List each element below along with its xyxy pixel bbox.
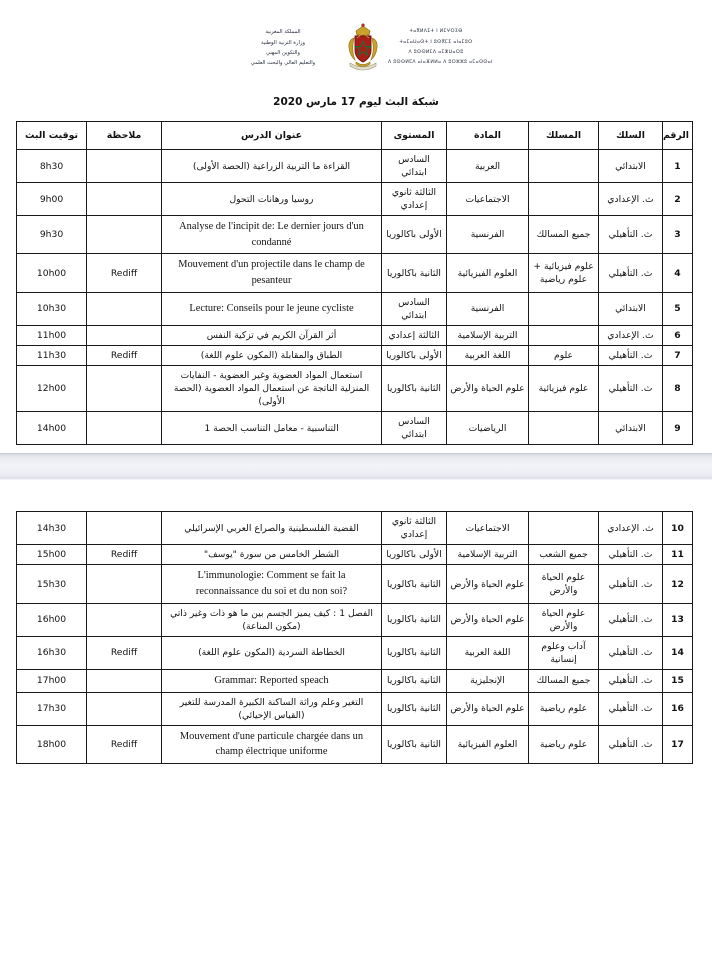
cell-lesson-title: القراءة ما التربية الزراعية (الحصة الأولى): [162, 150, 382, 183]
cell-subject: الرياضيات: [447, 412, 529, 445]
schedule-body-page2: [17, 512, 693, 764]
cell-row-number: 6: [663, 325, 693, 345]
cell-note: [87, 692, 162, 725]
cell-note: [87, 669, 162, 692]
table-header-row: [17, 122, 693, 150]
cell-note: [87, 216, 162, 254]
cell-lesson-title: Mouvement d'une particule chargée dans un champ électrique uniforme: [162, 725, 382, 763]
cell-cycle: ث. التأهيلي: [599, 216, 663, 254]
cell-track: علوم الحياة والأرض: [529, 565, 599, 603]
cell-broadcast-time: 17h30: [17, 692, 87, 725]
cell-broadcast-time: 14h00: [17, 412, 87, 445]
cell-level: الثانية باكالوريا: [382, 669, 447, 692]
table-row: [17, 254, 693, 292]
cell-broadcast-time: 15h30: [17, 565, 87, 603]
cell-track: علوم: [529, 345, 599, 365]
cell-cycle: ث. التأهيلي: [599, 365, 663, 411]
cell-subject: علوم الحياة والأرض: [447, 603, 529, 636]
cell-track: [529, 183, 599, 216]
schedule-table-1-container: [0, 121, 712, 445]
table-row: [17, 183, 693, 216]
cell-lesson-title: التناسبية - معامل التناسب الحصة 1: [162, 412, 382, 445]
table-row: [17, 669, 693, 692]
cell-level: الثالثة ثانوي إعدادي: [382, 183, 447, 216]
cell-note: [87, 365, 162, 411]
tifinagh-line-4: ⴷ ⵓⵙⵙⵍⵎⴷ ⴰⵏⴰⴼⵍⵍⴰ ⴷ ⵓⵔⵣⵣⵓ ⴰⵎⴰⵙⵙⴰⵏ: [388, 60, 493, 66]
cell-row-number: 4: [663, 254, 693, 292]
cell-row-number: 8: [663, 365, 693, 411]
arabic-line-4: والتعليم العالي والبحث العلمي: [250, 60, 316, 67]
cell-note: Rediff: [87, 345, 162, 365]
arabic-line-2: وزارة التربية الوطنية: [261, 39, 305, 46]
document-page-2: [0, 493, 712, 764]
cell-cycle: ث. التأهيلي: [599, 603, 663, 636]
table-row: [17, 545, 693, 565]
page2-top-spacer: [0, 493, 712, 511]
cell-track: [529, 512, 599, 545]
cell-cycle: ث. التأهيلي: [599, 254, 663, 292]
table-row: [17, 325, 693, 345]
cell-note: [87, 512, 162, 545]
cell-track: علوم فيزيائية + علوم رياضية: [529, 254, 599, 292]
cell-lesson-title: الخطاطة السردية (المكون علوم اللغة): [162, 636, 382, 669]
cell-broadcast-time: 9h30: [17, 216, 87, 254]
cell-subject: علوم الحياة والأرض: [447, 365, 529, 411]
column-header-mas: المسلك: [529, 122, 599, 150]
cell-lesson-title: L'immunologie: Comment se fait la reconnaissance du soi et du non soi?: [162, 565, 382, 603]
cell-cycle: ث. التأهيلي: [599, 692, 663, 725]
cell-broadcast-time: 16h00: [17, 603, 87, 636]
cell-lesson-title: التغير وعلم وراثة الساكنة الكبيرة المدرسة للتغير (القياس الإحيائي): [162, 692, 382, 725]
table-row: [17, 725, 693, 763]
cell-track: جميع المسالك: [529, 216, 599, 254]
cell-broadcast-time: 10h00: [17, 254, 87, 292]
schedule-body-page1: [17, 150, 693, 445]
cell-note: Rediff: [87, 545, 162, 565]
table-row: [17, 365, 693, 411]
cell-track: آداب وعلوم إنسانية: [529, 636, 599, 669]
table-row: [17, 565, 693, 603]
cell-broadcast-time: 14h30: [17, 512, 87, 545]
cell-note: [87, 412, 162, 445]
cell-row-number: 7: [663, 345, 693, 365]
cell-row-number: 2: [663, 183, 693, 216]
cell-broadcast-time: 16h30: [17, 636, 87, 669]
cell-broadcast-time: 8h30: [17, 150, 87, 183]
cell-cycle: ث. التأهيلي: [599, 669, 663, 692]
cell-broadcast-time: 10h30: [17, 292, 87, 325]
page-separator: [0, 445, 712, 493]
cell-lesson-title: Grammar: Reported speach: [162, 669, 382, 692]
cell-track: علوم رياضية: [529, 725, 599, 763]
cell-row-number: 10: [663, 512, 693, 545]
cell-row-number: 14: [663, 636, 693, 669]
cell-track: علوم فيزيائية: [529, 365, 599, 411]
cell-row-number: 16: [663, 692, 693, 725]
table-row: [17, 512, 693, 545]
table-row: [17, 603, 693, 636]
cell-subject: الاجتماعيات: [447, 512, 529, 545]
schedule-table-2-container: [0, 511, 712, 764]
cell-subject: اللغة العربية: [447, 345, 529, 365]
cell-track: [529, 325, 599, 345]
cell-subject: العربية: [447, 150, 529, 183]
cell-broadcast-time: 9h00: [17, 183, 87, 216]
cell-track: جميع المسالك: [529, 669, 599, 692]
cell-lesson-title: الفصل 1 : كيف يميز الجسم بين ما هو ذات وغير ذاتي (مكون المناعة): [162, 603, 382, 636]
tifinagh-line-2: ⵜⴰⵎⴰⵡⴰⵙⵜ ⵏ ⵓⵙⴳⵎⵉ ⴰⵏⴰⵎⵓⵔ: [399, 39, 473, 45]
cell-subject: علوم الحياة والأرض: [447, 565, 529, 603]
table-row: [17, 292, 693, 325]
document-page-1: [0, 0, 712, 445]
cell-lesson-title: روسيا ورهانات التحول: [162, 183, 382, 216]
schedule-table-page2: [16, 511, 693, 764]
cell-note: Rediff: [87, 636, 162, 669]
tifinagh-line-1: ⵜⴰⴳⵍⴷⵉⵜ ⵏ ⵍⵎⵖⵔⵉⴱ: [409, 29, 463, 35]
cell-note: Rediff: [87, 725, 162, 763]
cell-note: Rediff: [87, 254, 162, 292]
letterhead-arabic-block: [228, 22, 338, 74]
cell-row-number: 17: [663, 725, 693, 763]
cell-track: [529, 292, 599, 325]
cell-level: الثانية باكالوريا: [382, 565, 447, 603]
table-row: [17, 150, 693, 183]
cell-cycle: ث. التأهيلي: [599, 565, 663, 603]
cell-row-number: 9: [663, 412, 693, 445]
cell-row-number: 13: [663, 603, 693, 636]
cell-cycle: الابتدائي: [599, 292, 663, 325]
cell-level: الثانية باكالوريا: [382, 603, 447, 636]
table-row: [17, 216, 693, 254]
table-row: [17, 345, 693, 365]
cell-lesson-title: الطباق والمقابلة (المكون علوم اللغة): [162, 345, 382, 365]
cell-track: جميع الشعب: [529, 545, 599, 565]
cell-subject: التربية الإسلامية: [447, 545, 529, 565]
cell-level: الثانية باكالوريا: [382, 636, 447, 669]
cell-row-number: 5: [663, 292, 693, 325]
tifinagh-line-3: ⴷ ⵓⵙⵙⵍⵎⴷ ⴰⵎⵣⵡⴰⵔⵓ: [408, 50, 464, 55]
cell-level: الأولى باكالوريا: [382, 345, 447, 365]
cell-subject: الفرنسية: [447, 292, 529, 325]
cell-broadcast-time: 12h00: [17, 365, 87, 411]
cell-note: [87, 565, 162, 603]
cell-broadcast-time: 11h30: [17, 345, 87, 365]
cell-note: [87, 150, 162, 183]
cell-lesson-title: استعمال المواد العضوية وغير العضوية - النفايات المنزلية الناتجة عن استعمال المواد العضوية (الحصة الأولى): [162, 365, 382, 411]
cell-subject: الاجتماعيات: [447, 183, 529, 216]
cell-level: الأولى باكالوريا: [382, 545, 447, 565]
cell-lesson-title: القضية الفلسطينية والصراع العربي الإسرائيلي: [162, 512, 382, 545]
column-header-niv: المستوى: [382, 122, 447, 150]
table-row: [17, 412, 693, 445]
cell-row-number: 12: [663, 565, 693, 603]
page-separator-band: [0, 453, 712, 480]
column-header-time: توقيت البث: [17, 122, 87, 150]
cell-level: الثالثة إعدادي: [382, 325, 447, 345]
cell-cycle: ث. الإعدادي: [599, 183, 663, 216]
cell-cycle: ث. التأهيلي: [599, 725, 663, 763]
arabic-line-1: المملكة المغربية: [265, 29, 301, 36]
page-title: شبكة البث ليوم 17 مارس 2020: [273, 96, 439, 108]
column-header-num: الرقم: [663, 122, 693, 150]
cell-subject: الفرنسية: [447, 216, 529, 254]
cell-cycle: ث. الإعدادي: [599, 512, 663, 545]
cell-subject: العلوم الفيزيائية: [447, 725, 529, 763]
cell-track: [529, 150, 599, 183]
table-row: [17, 636, 693, 669]
cell-track: [529, 412, 599, 445]
moroccan-coat-of-arms-icon: [344, 22, 382, 72]
letterhead: [0, 0, 712, 80]
cell-subject: اللغة العربية: [447, 636, 529, 669]
schedule-table-page1: [16, 121, 693, 445]
cell-level: الثانية باكالوريا: [382, 365, 447, 411]
cell-note: [87, 325, 162, 345]
cell-level: السادس ابتدائي: [382, 412, 447, 445]
cell-cycle: ث. الإعدادي: [599, 325, 663, 345]
cell-broadcast-time: 15h00: [17, 545, 87, 565]
cell-lesson-title: Analyse de l'incipit de: Le dernier jours d'un condanné: [162, 216, 382, 254]
cell-broadcast-time: 18h00: [17, 725, 87, 763]
cell-lesson-title: الشطر الخامس من سورة "يوسف": [162, 545, 382, 565]
cell-lesson-title: Mouvement d'un projectile dans le champ de pesanteur: [162, 254, 382, 292]
table-row: [17, 692, 693, 725]
cell-subject: الإنجليزية: [447, 669, 529, 692]
column-header-title: عنوان الدرس: [162, 122, 382, 150]
cell-subject: التربية الإسلامية: [447, 325, 529, 345]
cell-cycle: الابتدائي: [599, 150, 663, 183]
cell-level: السادس ابتدائي: [382, 150, 447, 183]
cell-row-number: 3: [663, 216, 693, 254]
letterhead-tifinagh-block: [388, 22, 493, 74]
cell-level: الثانية باكالوريا: [382, 254, 447, 292]
cell-subject: علوم الحياة والأرض: [447, 692, 529, 725]
cell-lesson-title: Lecture: Conseils pour le jeune cycliste: [162, 292, 382, 325]
cell-level: الثانية باكالوريا: [382, 725, 447, 763]
cell-row-number: 11: [663, 545, 693, 565]
cell-lesson-title: أثر القرآن الكريم في تزكية النفس: [162, 325, 382, 345]
cell-subject: العلوم الفيزيائية: [447, 254, 529, 292]
arabic-line-3: والتكوين المهني: [266, 50, 300, 56]
cell-note: [87, 292, 162, 325]
cell-row-number: 15: [663, 669, 693, 692]
cell-level: الثالثة ثانوي إعدادي: [382, 512, 447, 545]
cell-track: علوم رياضية: [529, 692, 599, 725]
cell-cycle: ث. التأهيلي: [599, 345, 663, 365]
cell-cycle: الابتدائي: [599, 412, 663, 445]
cell-cycle: ث. التأهيلي: [599, 636, 663, 669]
cell-level: الثانية باكالوريا: [382, 692, 447, 725]
column-header-mad: المادة: [447, 122, 529, 150]
cell-level: السادس ابتدائي: [382, 292, 447, 325]
cell-broadcast-time: 11h00: [17, 325, 87, 345]
cell-note: [87, 183, 162, 216]
cell-broadcast-time: 17h00: [17, 669, 87, 692]
cell-level: الأولى باكالوريا: [382, 216, 447, 254]
cell-row-number: 1: [663, 150, 693, 183]
cell-cycle: ث. التأهيلي: [599, 545, 663, 565]
column-header-note: ملاحظة: [87, 122, 162, 150]
column-header-silk: السلك: [599, 122, 663, 150]
cell-note: [87, 603, 162, 636]
cell-track: علوم الحياة والأرض: [529, 603, 599, 636]
